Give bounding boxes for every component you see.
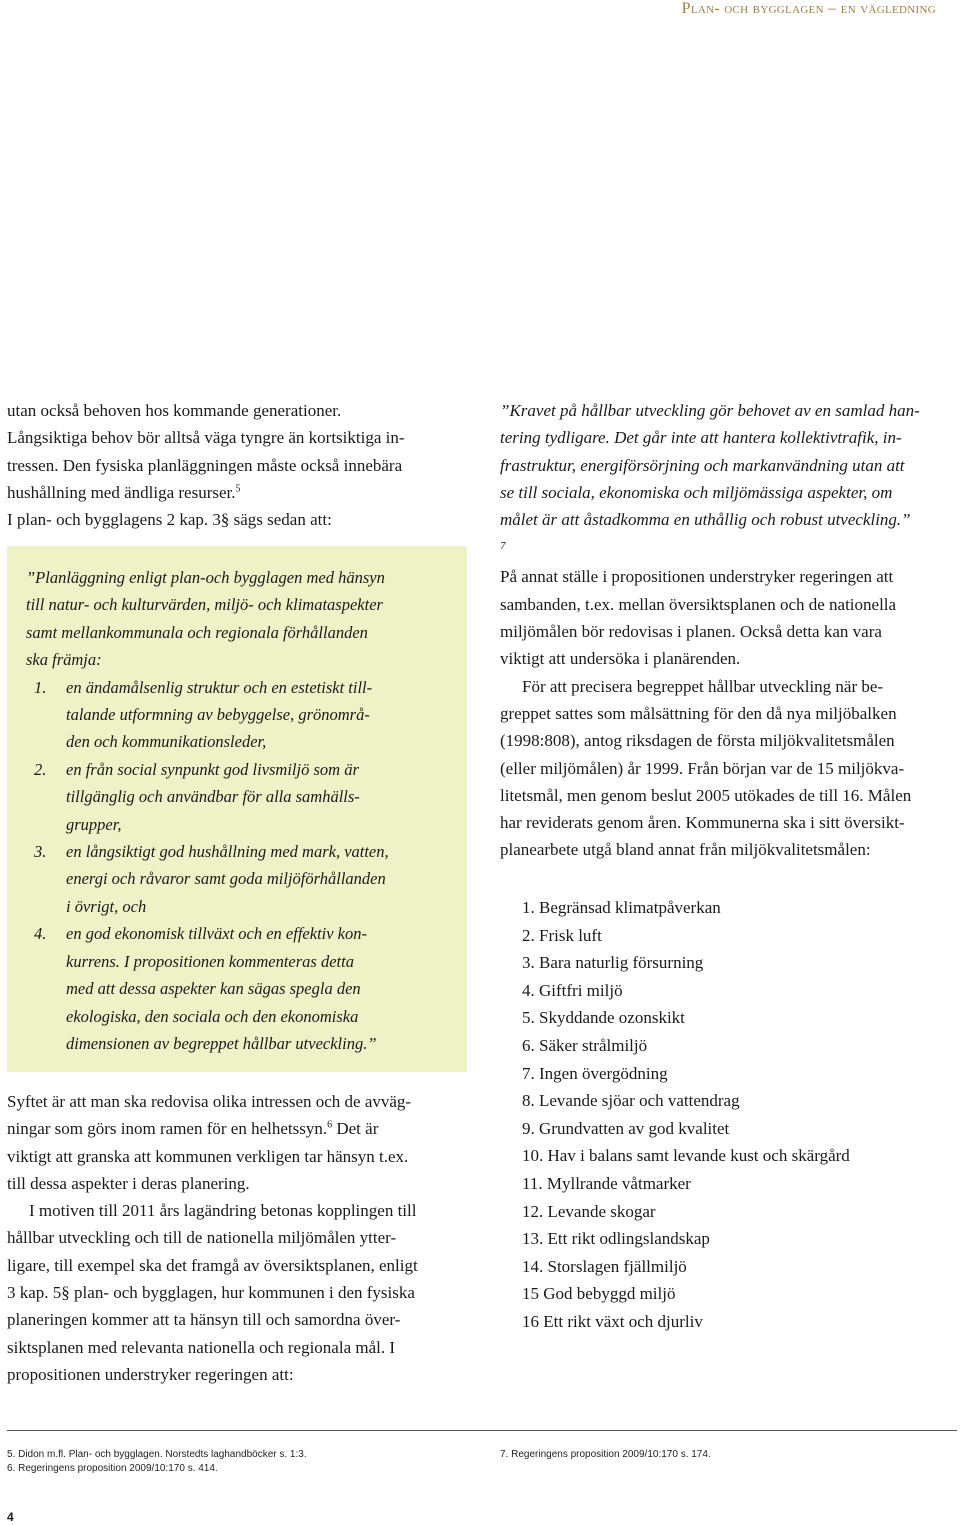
list-item: 1. Begränsad klimatpåverkan xyxy=(522,898,721,917)
footnote: 7. Regeringens proposition 2009/10:170 s. 174. xyxy=(500,1449,711,1460)
list-item: 13. Ett rikt odlingslandskap xyxy=(522,1229,710,1249)
text-line-tail: Det är xyxy=(332,1119,379,1139)
footnotes-right xyxy=(500,1448,711,1462)
text-line: För att precisera begreppet hållbar utveckling när be- xyxy=(522,676,884,696)
list-number: 3. xyxy=(34,842,47,862)
list-item: 9. Grundvatten av god kvalitet xyxy=(522,1118,730,1138)
quote-line: tillgänglig och användbar för alla samhälls- xyxy=(66,787,360,807)
quote-line: ekologiska, den sociala och den ekonomiska xyxy=(66,1006,359,1026)
quote-line: se till sociala, ekonomiska och miljömässiga aspekter, om xyxy=(500,482,893,502)
left-body-text xyxy=(7,1088,465,1388)
running-head: Plan- och bygglagen – en vägledning xyxy=(681,0,936,17)
quote-line: med att dessa aspekter kan sägas spegla den xyxy=(66,979,361,999)
text-line: I motiven till 2011 års lagändring betonas kopplingen till xyxy=(29,1201,417,1221)
text-line-with-footnote xyxy=(7,1115,465,1142)
quote-list-item xyxy=(26,920,446,1057)
text-line: ningar som görs inom ramen för en helhetssyn. xyxy=(7,1119,328,1139)
environmental-goals-list xyxy=(522,894,850,1336)
text-line: (eller miljömålen) år 1999. Från början var de 15 miljökva- xyxy=(500,758,905,778)
footnote: 6. Regeringens proposition 2009/10:170 s. 414. xyxy=(7,1463,218,1474)
footnote-divider xyxy=(7,1430,957,1431)
text-line: miljömålen bör redovisas i planen. Också detta kan vara xyxy=(500,622,882,642)
quote-line: till natur- och kulturvärden, miljö- och klimataspekter xyxy=(26,595,383,615)
text-line: viktigt att granska att kommunen verkligen tar hänsyn t.ex. xyxy=(7,1146,409,1166)
right-paragraph-1 xyxy=(500,563,960,672)
quote-line: tering tydligare. Det går inte att hantera kollektivtrafik, in- xyxy=(500,428,902,448)
text-line: tressen. Den fysiska planläggningen måste också innebära xyxy=(7,455,403,475)
text-line: siktsplanen med relevanta nationella och regionala mål. I xyxy=(7,1337,396,1357)
quote-line: en långsiktigt god hushållning med mark, vatten, xyxy=(66,842,389,862)
quote-line: dimensionen av begreppet hållbar utveckling.” xyxy=(66,1033,377,1053)
list-item: 2. Frisk luft xyxy=(522,925,602,945)
list-number: 1. xyxy=(34,677,47,697)
text-line: I plan- och bygglagens 2 kap. 3§ sägs sedan att: xyxy=(7,510,332,530)
list-item: 14. Storslagen fjällmiljö xyxy=(522,1256,687,1276)
list-item: 15 God bebyggd miljö xyxy=(522,1284,676,1304)
text-line: planeringen kommer att ta hänsyn till och samordna över- xyxy=(7,1310,401,1330)
page-number: 4 xyxy=(7,1510,14,1524)
quote-line: ”Kravet på hållbar utveckling gör behovet av en samlad han- xyxy=(500,401,920,420)
text-line: Långsiktiga behov bör alltså väga tyngre än kortsiktiga in- xyxy=(7,428,405,448)
quote-line: ska främja: xyxy=(26,650,102,670)
list-item: 10. Hav i balans samt levande kust och skärgård xyxy=(522,1146,850,1166)
list-item: 6. Säker strålmiljö xyxy=(522,1035,648,1055)
footnotes-left xyxy=(7,1448,307,1476)
text-line: hushållning med ändliga resurser. xyxy=(7,482,236,502)
text-line: greppet sattes som målsättning för den då nya miljöbalken xyxy=(500,703,897,723)
text-line: På annat ställe i propositionen understryker regeringen att xyxy=(500,567,894,587)
text-line: Syftet är att man ska redovisa olika intressen och de avväg- xyxy=(7,1092,412,1111)
text-line: till dessa aspekter i deras planering. xyxy=(7,1173,250,1193)
list-item: 11. Myllrande våtmarker xyxy=(522,1173,691,1193)
quote-line: energi och råvaror samt goda miljöförhållanden xyxy=(66,869,386,889)
list-item: 8. Levande sjöar och vattendrag xyxy=(522,1091,740,1111)
footnote: 5. Didon m.fl. Plan- och bygglagen. Norstedts laghandböcker s. 1:3. xyxy=(7,1449,307,1460)
text-line: litetsmål, men genom beslut 2005 utökades de till 16. Målen xyxy=(500,785,912,805)
list-item: 4. Giftfri miljö xyxy=(522,980,623,1000)
right-paragraph-2 xyxy=(500,673,960,864)
text-line: ligare, till exempel ska det framgå av översiktsplanen, enligt xyxy=(7,1255,418,1275)
quote-line: samt mellankommunala och regionala förhållanden xyxy=(26,622,368,642)
list-number: 2. xyxy=(34,759,47,779)
quote-list-item xyxy=(26,756,446,838)
text-line: propositionen understryker regeringen att: xyxy=(7,1364,294,1384)
quote-line: en ändamålsenlig struktur och en estetiskt till- xyxy=(66,677,373,697)
left-intro-paragraph xyxy=(7,397,465,533)
quote-line: ”Planläggning enligt plan-och bygglagen med hänsyn xyxy=(26,568,385,587)
law-quote xyxy=(26,564,446,1057)
quote-line: kurrens. I propositionen kommenteras detta xyxy=(66,951,354,971)
list-number: 4. xyxy=(34,924,47,944)
text-line: planearbete utgå bland annat från miljökvalitetsmålen: xyxy=(500,840,871,860)
footnote-marker: 5 xyxy=(235,483,241,495)
text-line: utan också behoven hos kommande generationer. xyxy=(7,401,342,420)
quote-line: den och kommunikationsleder, xyxy=(66,732,267,752)
quote-line: talande utformning av bebyggelse, grönområ- xyxy=(66,705,370,725)
footnote-marker: 7 xyxy=(500,540,506,553)
law-quote-box xyxy=(7,546,467,1072)
quote-line: en god ekonomisk tillväxt och en effektiv kon- xyxy=(66,924,368,944)
quote-line: frastruktur, energiförsörjning och markanvändning utan att xyxy=(500,455,905,475)
footnote-marker: 6 xyxy=(327,1119,333,1131)
list-item: 16 Ett rikt växt och djurliv xyxy=(522,1311,703,1331)
text-line: 3 kap. 5§ plan- och bygglagen, hur kommunen i den fysiska xyxy=(7,1283,415,1303)
quote-line: målet är att åstadkomma en uthållig och robust utveckling.” xyxy=(500,510,911,530)
text-line: hållbar utveckling och till de nationella miljömålen ytter- xyxy=(7,1228,397,1248)
text-line: sambanden, t.ex. mellan översiktsplanen och de nationella xyxy=(500,594,897,614)
text-line-with-footnote xyxy=(7,479,465,506)
list-item: 5. Skyddande ozonskikt xyxy=(522,1008,685,1028)
quote-line: i övrigt, och xyxy=(66,896,147,916)
right-column xyxy=(500,397,960,864)
quote-list-item xyxy=(26,674,446,756)
quote-line: en från social synpunkt god livsmiljö som är xyxy=(66,759,359,779)
list-item: 3. Bara naturlig försurning xyxy=(522,953,704,973)
text-line: har reviderats genom åren. Kommunerna ska i sitt översikt- xyxy=(500,813,905,833)
quote-list-item xyxy=(26,838,446,920)
text-line: viktigt att undersöka i planärenden. xyxy=(500,649,741,669)
list-item: 12. Levande skogar xyxy=(522,1201,656,1221)
text-line: (1998:808), antog riksdagen de första miljökvalitetsmålen xyxy=(500,731,895,751)
proposition-quote xyxy=(500,397,960,533)
list-item: 7. Ingen övergödning xyxy=(522,1063,668,1083)
quote-line: grupper, xyxy=(66,814,122,834)
